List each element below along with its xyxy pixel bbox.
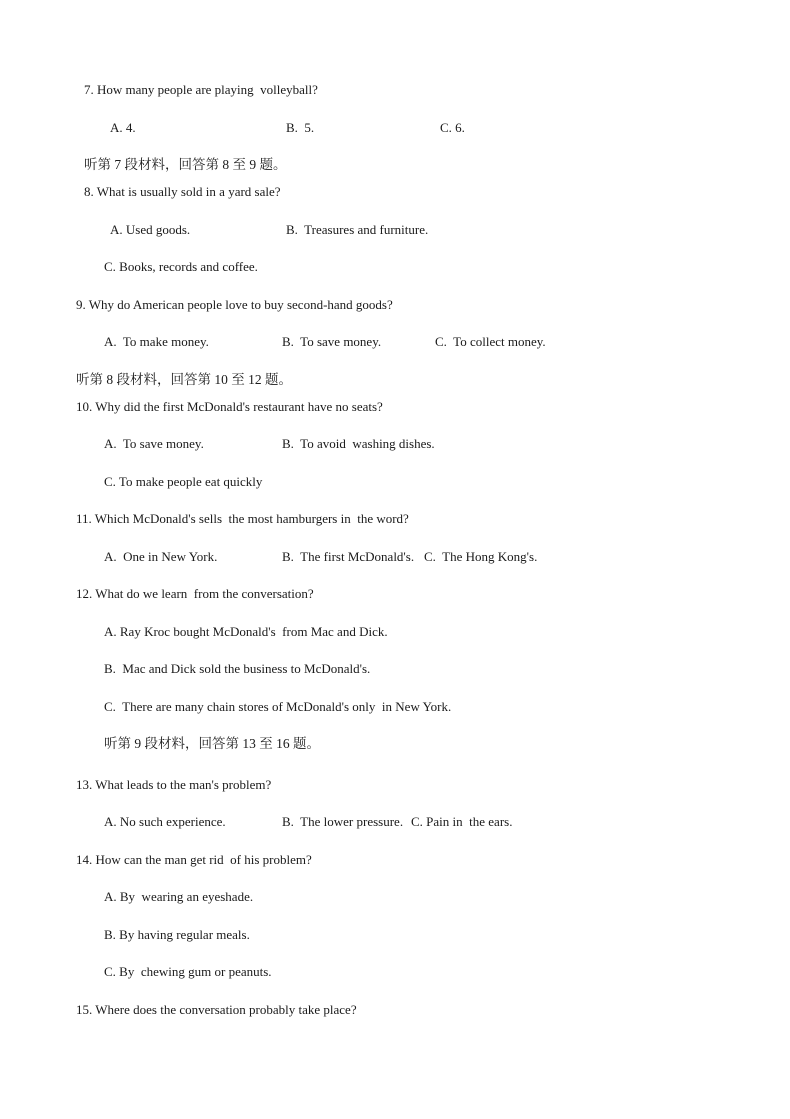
q13-option-b: B. The lower pressure. [282,814,404,829]
q9-option-a: A. To make money. [104,334,209,349]
q8-option-c: C. Books, records and coffee. [104,259,258,274]
q11-option-b: B. The first McDonald's. [282,549,415,564]
q8-option-b: B. Treasures and furniture. [286,222,429,237]
q13-option-a: A. No such experience. [104,814,226,829]
q13-option-c: C. Pain in the ears. [411,814,513,829]
q8-option-a: A. Used goods. [110,222,191,237]
q14-option-c: C. By chewing gum or peanuts. [104,964,272,979]
q10-option-c: C. To make people eat quickly [104,474,263,489]
q12-option-a: A. Ray Kroc bought McDonald's from Mac and Dick. [104,624,388,639]
question-12: 12. What do we learn from the conversation? [76,586,314,601]
q11-option-a: A. One in New York. [104,549,218,564]
section-9-heading: 听第 9 段材料，回答第 13 至 16 题。 [104,736,320,751]
question-7: 7. How many people are playing volleyball? [84,82,318,97]
q10-option-a: A. To save money. [104,436,204,451]
q7-option-c: C. 6. [440,120,465,135]
q14-option-b: B. By having regular meals. [104,927,250,942]
question-15: 15. Where does the conversation probably take place? [76,1002,357,1017]
question-13: 13. What leads to the man's problem? [76,777,272,792]
q14-option-a: A. By wearing an eyeshade. [104,889,254,904]
q7-option-b: B. 5. [286,120,315,135]
question-9: 9. Why do American people love to buy second-hand goods? [76,297,393,312]
section-7-heading: 听第 7 段材料，回答第 8 至 9 题。 [84,157,287,172]
q9-option-c: C. To collect money. [435,334,546,349]
question-10: 10. Why did the first McDonald's restaurant have no seats? [76,399,383,414]
question-11: 11. Which McDonald's sells the most hamburgers in the word? [76,511,409,526]
q12-option-c: C. There are many chain stores of McDonald's only in New York. [104,699,452,714]
section-8-heading: 听第 8 段材料，回答第 10 至 12 题。 [76,372,292,387]
question-8: 8. What is usually sold in a yard sale? [84,184,281,199]
q9-option-b: B. To save money. [282,334,382,349]
q7-option-a: A. 4. [110,120,136,135]
question-14: 14. How can the man get rid of his problem? [76,852,312,867]
q10-option-b: B. To avoid washing dishes. [282,436,435,451]
q12-option-b: B. Mac and Dick sold the business to McDonald's. [104,661,371,676]
q11-option-c: C. The Hong Kong's. [424,549,538,564]
